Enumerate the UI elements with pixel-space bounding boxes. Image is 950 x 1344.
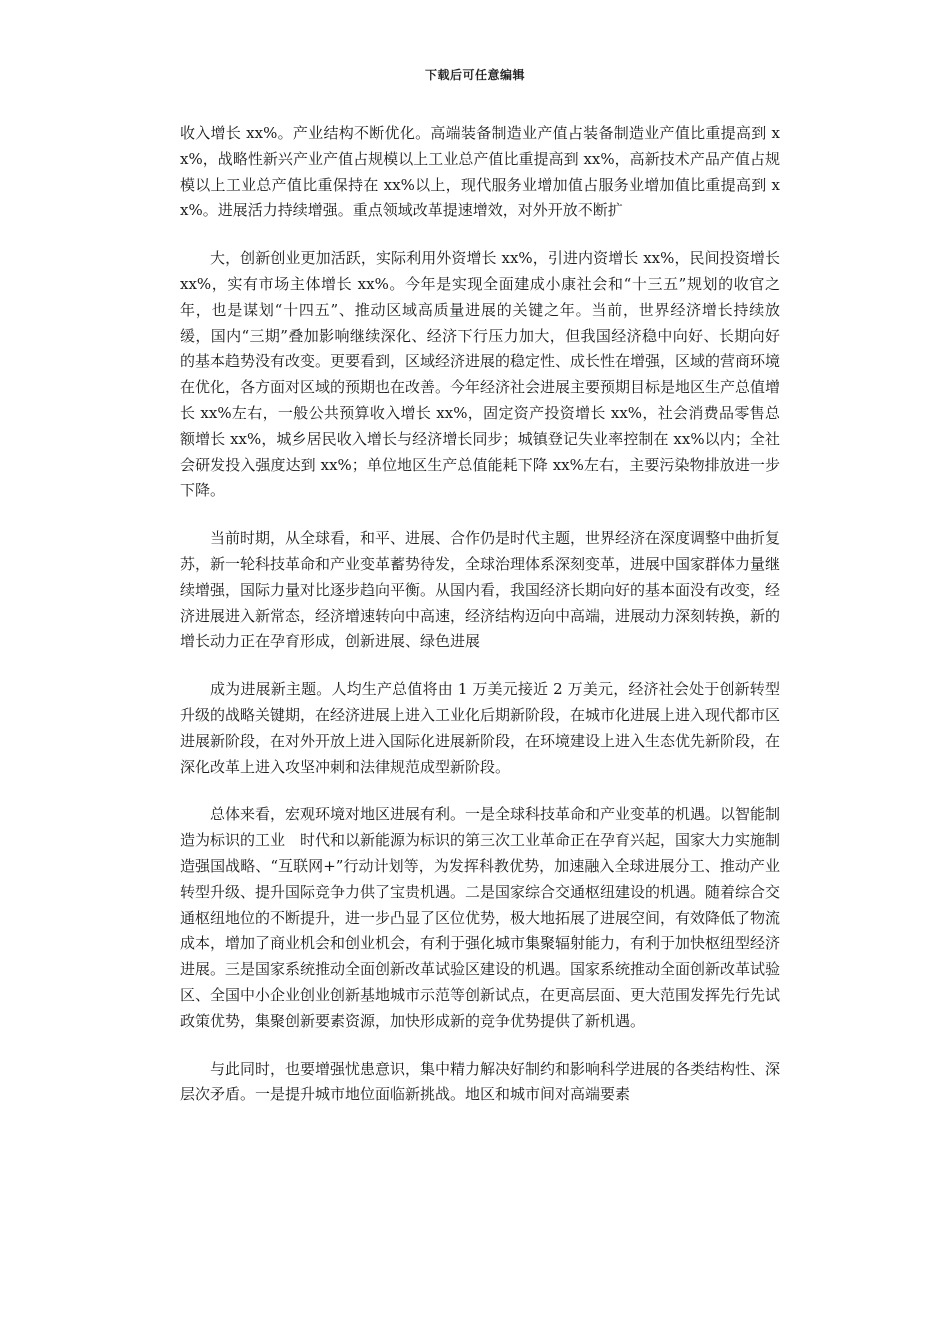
paragraph-4: 成为进展新主题。人均生产总值将由 1 万美元接近 2 万美元，经济社会处于创新转型升级的战略关键期，在经济进展上进入工业化后期新阶段，在城市化进展上进入现代都市区进展新阶段，在对外开放上进入国际化进展新阶段，在环境建设上进入生态优先新阶段，在深化改革上进入攻坚冲刺和法律规范成型新阶段。	[180, 680, 781, 776]
paragraph-3: 当前时期，从全球看，和平、进展、合作仍是时代主题，世界经济在深度调整中曲折复苏，新一轮科技革命和产业变革蓄势待发，全球治理体系深刻变革，进展中国家群体力量继续增强，国际力量对比逐步趋向平衡。从国内看，我国经济长期向好的基本面没有改变，经济进展进入新常态，经济增速转向中高速，经济结构迈向中高端，进展动力深刻转换，新的增长动力正在孕育形成，创新进展、绿色进展	[180, 529, 781, 651]
paragraph-2: 大，创新创业更加活跃，实际利用外资增长 xx%，引进内资增长 xx%，民间投资增长 xx%，实有市场主体增长 xx%。今年是实现全面建成小康社会和“十三五”规划的收官之年，也是谋划“十四五”、推动区域高质量进展的关键之年。当前，世界经济增长持续放缓，国内“三期”叠加影响继续深化、经济下行压力加大，但我国经济稳中向好、长期向好的基本趋势没有改变。更要看到，区域经济进展的稳定性、成长性在增强，区域的营商环境在优化，各方面对区域的预期也在改善。今年经济社会进展主要预期目标是地区生产总值增长 xx%左右，一般公共预算收入增长 xx%，固定资产投资增长 xx%，社会消费品零售总额增长 xx%，城乡居民收入增长与经济增长同步；城镇登记失业率控制在 xx%以内；全社会研发投入强度达到 xx%；单位地区生产总值能耗下降 xx%左右，主要污染物排放进一步下降。	[180, 249, 781, 500]
paragraph-5: 总体来看，宏观环境对地区进展有利。一是全球科技革命和产业变革的机遇。以智能制造为标识的工业 时代和以新能源为标识的第三次工业革命正在孕育兴起，国家大力实施制造强国战略、“互联网+”行动计划等，为发挥科教优势，加速融入全球进展分工、推动产业转型升级、提升国际竞争力供了宝贵机遇。二是国家综合交通枢纽建设的机遇。随着综合交通枢纽地位的不断提升，进一步凸显了区位优势，极大地拓展了进展空间，有效降低了物流成本，增加了商业机会和创业机会，有利于强化城市集聚辐射能力，有利于加快枢纽型经济进展。三是国家系统推动全面创新改革试验区建设的机遇。国家系统推动全面创新改革试验区、全国中小企业创业创新基地城市示范等创新试点，在更高层面、更大范围发挥先行先试政策优势，集聚创新要素资源，加快形成新的竞争优势提供了新机遇。	[180, 805, 781, 1030]
page-header: 下载后可任意编辑	[424, 68, 525, 82]
document-body	[180, 121, 780, 1130]
paragraph-1: 收入增长 xx%。产业结构不断优化。高端装备制造业产值占装备制造业产值比重提高到 xx%，战略性新兴产业产值占规模以上工业总产值比重提高到 xx%，高新技术产品产值占规模以上工业总产值比重保持在 xx%以上，现代服务业增加值占服务业增加值比重提高到 xx%。进展活力持续增强。重点领域改革提速增效，对外开放不断扩	[180, 124, 780, 220]
paragraph-6: 与此同时，也要增强忧患意识，集中精力解决好制约和影响科学进展的各类结构性、深层次矛盾。一是提升城市地位面临新挑战。地区和城市间对高端要素	[180, 1059, 781, 1104]
